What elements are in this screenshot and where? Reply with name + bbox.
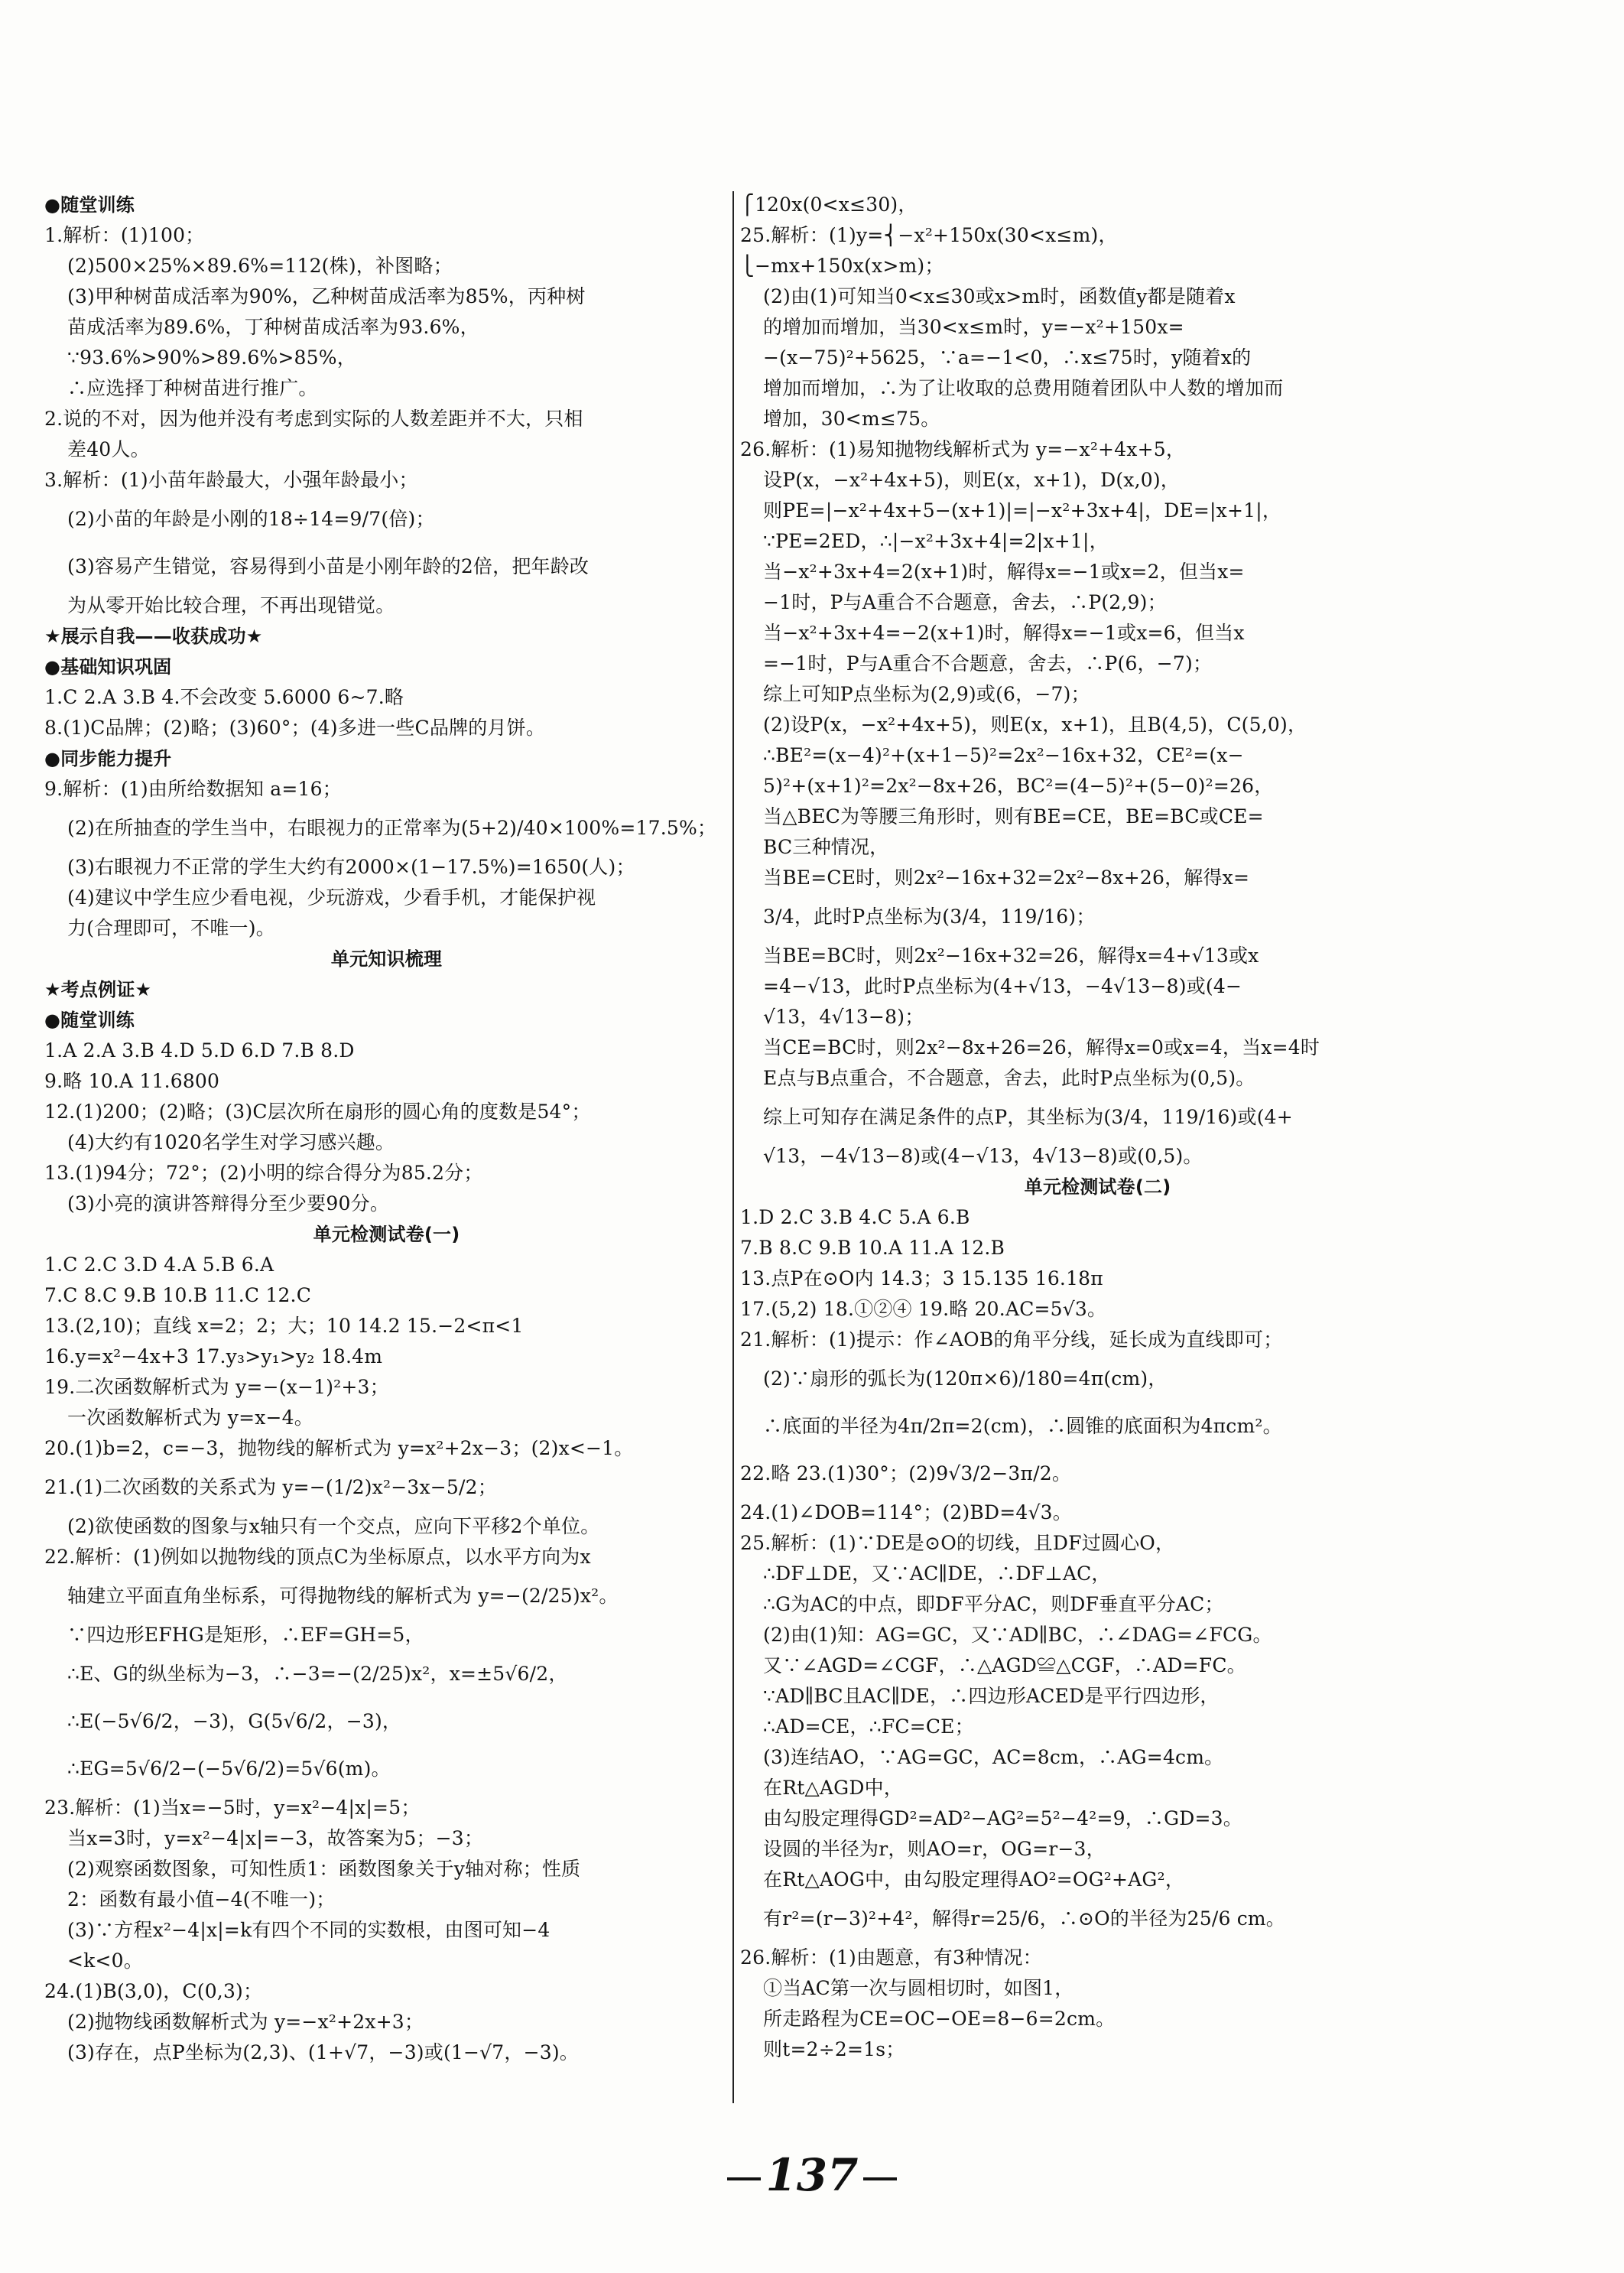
answer-line: 21.(1)二次函数的关系式为 y=−(1/2)x²−3x−5/2； [44,1476,497,1498]
answer-line: =4−√13，此时P点坐标为(4+√13，−4√13−8)或(4− [763,975,1242,997]
page-number-dash-right [863,2177,897,2180]
left-column [44,190,729,2068]
answer-line: (2)观察函数图象，可知性质1：函数图象关于y轴对称；性质 [67,1858,581,1880]
answer-line: 26.解析：(1)易知抛物线解析式为 y=−x²+4x+5， [740,438,1186,460]
answer-line: ∴E、G的纵坐标为−3，∴−3=−(2/25)x²，x=±5√6/2， [67,1663,568,1685]
answer-line: (2)∵扇形的弧长为(120π×6)/180=4π(cm)， [763,1367,1168,1390]
answer-line: ∵93.6%>90%>89.6%>85%， [67,346,356,369]
answer-line: 当−x²+3x+4=−2(x+1)时，解得x=−1或x=6，但当x [763,622,1245,644]
answer-line: 25.解析：(1)y=⎨−x²+150x(30<x≤m)， [740,224,1118,246]
answer-line: ∴E(−5√6/2，−3)，G(5√6/2，−3)， [67,1710,402,1732]
answer-line: 1.C 2.A 3.B 4.不会改变 5.6000 6~7.略 [44,686,404,708]
answer-line: (3)右眼视力不正常的学生大约有2000×(1−17.5%)=1650(人)； [67,856,635,878]
answer-line: (2)500×25%×89.6%=112(株)，补图略； [67,255,453,277]
answer-line: ∴EG=5√6/2−(−5√6/2)=5√6(m)。 [67,1758,391,1780]
answer-line: (3)∵方程x²−4|x|=k有四个不同的实数根，由图可知−4 [67,1919,551,1941]
answer-line: 5)²+(x+1)²=2x²−8x+26，BC²=(4−5)²+(5−0)²=26， [763,775,1274,797]
answer-line: 3.解析：(1)小苗年龄最大，小强年龄最小； [44,469,418,491]
answer-line: ∵AD∥BC且AC∥DE，∴四边形ACED是平行四边形， [763,1685,1220,1707]
section-heading: ●同步能力提升 [44,748,172,769]
page-number [0,2149,1624,2201]
answer-line: (2)由(1)知：AG=GC，又∵AD∥BC，∴∠DAG=∠FCG。 [763,1624,1272,1646]
answer-line: 3/4，此时P点坐标为(3/4，119/16)； [763,906,1096,928]
answer-line: ∴G为AC的中点，即DF平分AC，则DF垂直平分AC； [763,1593,1224,1615]
answer-line: =−1时，P与A重合不合题意，舍去，∴P(6，−7)； [763,652,1213,675]
answer-line: 当−x²+3x+4=2(x+1)时，解得x=−1或x=2，但当x= [763,561,1245,583]
answer-line: 1.D 2.C 3.B 4.C 5.A 6.B [740,1206,970,1228]
answer-line: 当△BEC为等腰三角形时，则有BE=CE，BE=BC或CE= [763,805,1264,828]
answer-line: ⎩−mx+150x(x>m)； [740,255,944,277]
answer-line: 12.(1)200；(2)略；(3)C层次所在扇形的圆心角的度数是54°； [44,1101,591,1123]
section-heading: 单元检测试卷(一) [313,1224,460,1245]
answer-line: 19.二次函数解析式为 y=−(x−1)²+3； [44,1376,389,1398]
answer-line: 综上可知P点坐标为(2,9)或(6，−7)； [763,683,1090,705]
answer-line: 增加而增加，∴为了让收取的总费用随着团队中人数的增加而 [763,377,1284,399]
answer-line: 设圆的半径为r，则AO=r，OG=r−3， [763,1838,1106,1860]
answer-line: 24.(1)B(3,0)，C(0,3)； [44,1980,263,2002]
answer-line: 25.解析：(1)∵DE是⊙O的切线，且DF过圆心O， [740,1532,1175,1554]
answer-line: (3)容易产生错觉，容易得到小苗是小刚年龄的2倍，把年龄改 [67,555,590,577]
answer-line: (2)在所抽查的学生当中，右眼视力的正常率为(5+2)/40×100%=17.5%； [67,817,717,839]
answer-line: 有r²=(r−3)²+4²，解得r=25/6，∴⊙O的半径为25/6 cm。 [763,1907,1286,1930]
answer-line: 2.说的不对，因为他并没有考虑到实际的人数差距并不大，只相 [44,408,583,430]
right-column [740,190,1455,2065]
answer-line: 在Rt△AOG中，由勾股定理得AO²=OG²+AG²， [763,1868,1185,1891]
answer-line: (2)小苗的年龄是小刚的18÷14=9/7(倍)； [67,508,435,530]
answer-line: 当CE=BC时，则2x²−8x+26=26，解得x=0或x=4，当x=4时 [763,1036,1320,1058]
answer-line: 又∵∠AGD=∠CGF，∴△AGD≌△CGF，∴AD=FC。 [763,1654,1246,1676]
answer-line: −(x−75)²+5625，∵a=−1<0，∴x≤75时，y随着x的 [763,346,1252,369]
answer-line: 13.点P在⊙O内 14.3；3 15.135 16.18π [740,1267,1103,1289]
page-number-text: 137 [765,2149,859,2201]
answer-line: 当x=3时，y=x²−4|x|=−3，故答案为5；−3； [67,1827,484,1849]
answer-line: 22.略 23.(1)30°；(2)9√3/2−3π/2。 [740,1462,1072,1484]
answer-line: 轴建立平面直角坐标系，可得抛物线的解析式为 y=−(2/25)x²。 [67,1585,619,1607]
answer-line: ∴BE²=(x−4)²+(x+1−5)²=2x²−16x+32，CE²=(x− [763,744,1244,766]
answer-line: 1.C 2.C 3.D 4.A 5.B 6.A [44,1254,274,1276]
answer-line: −1时，P与A重合不合题意，舍去，∴P(2,9)； [763,591,1167,613]
page-number-dash-left [727,2177,761,2180]
answer-line: ①当AC第一次与圆相切时，如图1， [763,1977,1074,1999]
answer-line: ∴应选择丁种树苗进行推广。 [67,377,318,399]
answer-line: 的增加而增加，当30<x≤m时，y=−x²+150x= [763,316,1184,338]
answer-line: BC三种情况， [763,836,889,858]
section-heading: ★展示自我——收获成功★ [44,626,263,647]
answer-line: E点与B点重合，不合题意，舍去，此时P点坐标为(0,5)。 [763,1067,1255,1089]
answer-line: (4)大约有1020名学生对学习感兴趣。 [67,1131,395,1153]
answer-line: 9.略 10.A 11.6800 [44,1070,220,1092]
answer-line: 所走路程为CE=OC−OE=8−6=2cm。 [763,2008,1116,2030]
answer-line: ∴AD=CE，∴FC=CE； [763,1715,974,1738]
answer-line: 设P(x，−x²+4x+5)，则E(x，x+1)，D(x,0)， [763,469,1181,491]
answer-line: (3)小亮的演讲答辩得分至少要90分。 [67,1192,390,1215]
answer-line: (2)设P(x，−x²+4x+5)，则E(x，x+1)，且B(4,5)，C(5,0)， [763,714,1307,736]
answer-line: (3)甲种树苗成活率为90%，乙种树苗成活率为85%，丙种树 [67,285,586,307]
answer-line: 当BE=BC时，则2x²−16x+32=26，解得x=4+√13或x [763,945,1259,967]
answer-line: ⎧120x(0<x≤30)， [740,193,918,216]
answer-line: 21.解析：(1)提示：作∠AOB的角平分线，延长成为直线即可； [740,1328,1283,1351]
section-heading: ●随堂训练 [44,1010,135,1031]
answer-line: (3)连结AO，∵AG=GC，AC=8cm，∴AG=4cm。 [763,1746,1224,1768]
section-heading: 单元知识梳理 [330,948,443,970]
answer-line: 7.C 8.C 9.B 10.B 11.C 12.C [44,1284,312,1306]
answer-line: 24.(1)∠DOB=114°；(2)BD=4√3。 [740,1501,1072,1523]
answer-line: (2)由(1)可知当0<x≤30或x>m时，函数值y都是随着x [763,285,1236,307]
answer-line: 则t=2÷2=1s； [763,2038,905,2060]
answer-line: 17.(5,2) 18.①②④ 19.略 20.AC=5√3。 [740,1298,1107,1320]
answer-line: 当BE=CE时，则2x²−16x+32=2x²−8x+26，解得x= [763,867,1250,889]
answer-line: 7.B 8.C 9.B 10.A 11.A 12.B [740,1237,1005,1259]
answer-line: 16.y=x²−4x+3 17.y₃>y₁>y₂ 18.4m [44,1345,383,1367]
answer-line: 一次函数解析式为 y=x−4。 [67,1406,313,1429]
answer-line: 20.(1)b=2，c=−3，抛物线的解析式为 y=x²+2x−3；(2)x<−1。 [44,1437,634,1459]
answer-line: 则PE=|−x²+4x+5−(x+1)|=|−x²+3x+4|，DE=|x+1|， [763,499,1282,522]
answer-line: (3)存在，点P坐标为(2,3)、(1+√7，−3)或(1−√7，−3)。 [67,2041,579,2063]
section-heading: ●随堂训练 [44,194,135,216]
answer-line: 苗成活率为89.6%，丁种树苗成活率为93.6%， [67,316,479,338]
answer-line: ∴底面的半径为4π/2π=2(cm)，∴圆锥的底面积为4πcm²。 [763,1415,1282,1437]
section-heading: ★考点例证★ [44,979,152,1000]
answer-line: 在Rt△AGD中， [763,1777,903,1799]
answer-line: 1.解析：(1)100； [44,224,205,246]
answer-line: (4)建议中学生应少看电视，少玩游戏，少看手机，才能保护视 [67,886,596,909]
answer-line: 13.(2,10)；直线 x=2；2；大；10 14.2 15.−2<π<1 [44,1315,524,1337]
answer-line: 1.A 2.A 3.B 4.D 5.D 6.D 7.B 8.D [44,1039,355,1062]
answer-line: 26.解析：(1)由题意，有3种情况： [740,1946,1042,1969]
answer-line: 9.解析：(1)由所给数据知 a=16； [44,778,342,800]
answer-line: (2)欲使函数的图象与x轴只有一个交点，应向下平移2个单位。 [67,1515,600,1537]
answer-line: 增加，30<m≤75。 [763,408,940,430]
answer-line: 由勾股定理得GD²=AD²−AG²=5²−4²=9，∴GD=3。 [763,1807,1242,1829]
answer-line: (2)抛物线函数解析式为 y=−x²+2x+3； [67,2011,424,2033]
answer-line: 差40人。 [67,438,150,460]
section-heading: ●基础知识巩固 [44,656,172,678]
answer-line: 2：函数有最小值−4(不唯一)； [67,1888,336,1910]
answer-line: ∵PE=2ED，∴|−x²+3x+4|=2|x+1|， [763,530,1109,552]
answer-line: <k<0。 [67,1949,143,1972]
answer-line: √13，−4√13−8)或(4−√13，4√13−8)或(0,5)。 [763,1145,1203,1167]
answer-line: 综上可知存在满足条件的点P，其坐标为(3/4，119/16)或(4+ [763,1106,1293,1128]
answer-line: √13，4√13−8)； [763,1006,924,1028]
answer-line: ∴DF⊥DE，又∵AC∥DE，∴DF⊥AC， [763,1562,1111,1585]
answer-line: 22.解析：(1)例如以抛物线的顶点C为坐标原点，以水平方向为x [44,1546,591,1568]
column-divider [732,191,734,2103]
section-heading: 单元检测试卷(二) [1024,1176,1171,1198]
answer-line: 为从零开始比较合理，不再出现错觉。 [67,594,395,616]
answer-line: ∵四边形EFHG是矩形，∴EF=GH=5， [67,1624,424,1646]
answer-line: 力(合理即可，不唯一)。 [67,917,275,939]
answer-line: 23.解析：(1)当x=−5时，y=x²−4|x|=5； [44,1797,421,1819]
answer-line: 13.(1)94分；72°；(2)小明的综合得分为85.2分； [44,1162,483,1184]
answer-line: 8.(1)C品牌；(2)略；(3)60°；(4)多进一些C品牌的月饼。 [44,717,546,739]
